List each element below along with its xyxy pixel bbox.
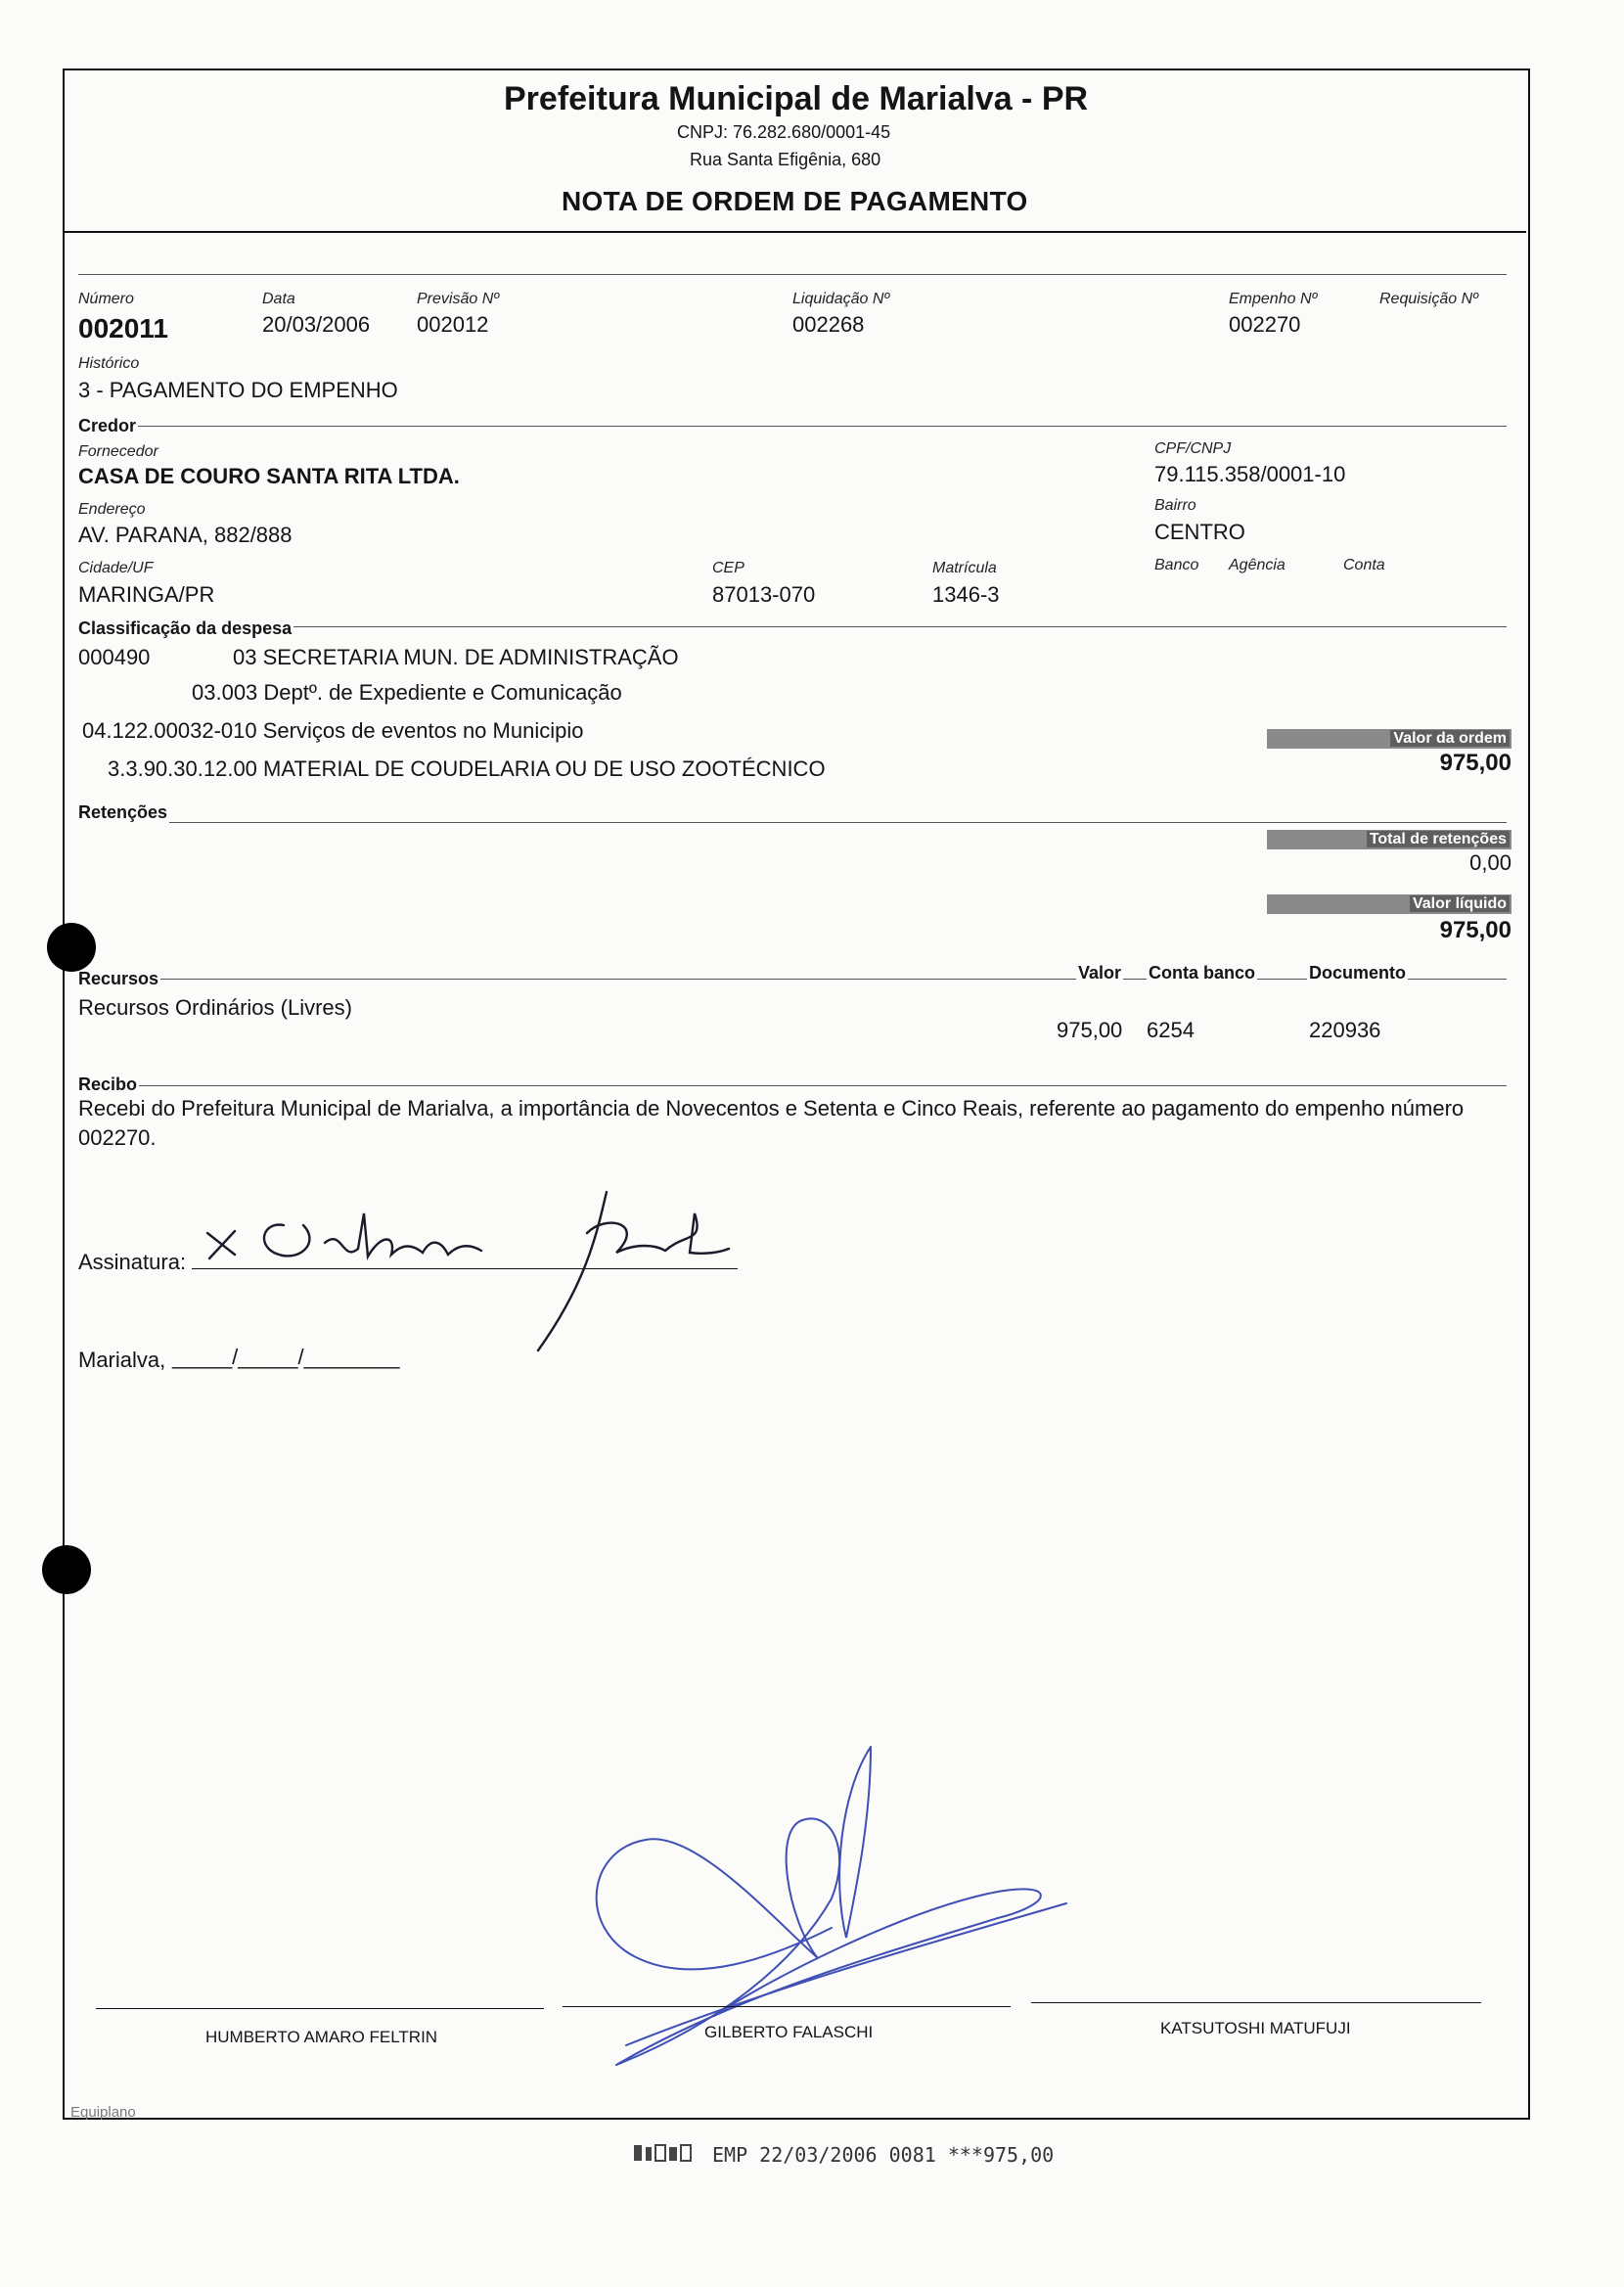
recursos-conta-banco: 6254 bbox=[1147, 1018, 1195, 1042]
credor-section-title: Credor bbox=[78, 416, 137, 435]
recursos-valor: 975,00 bbox=[1057, 1018, 1123, 1042]
endereco-value: AV. PARANA, 882/888 bbox=[78, 523, 293, 547]
binder-hole-top bbox=[47, 923, 96, 972]
recursos-section-title: Recursos bbox=[78, 969, 159, 988]
document-title: NOTA DE ORDEM DE PAGAMENTO bbox=[562, 186, 1028, 216]
signatory-name-3: KATSUTOSHI MATUFUJI bbox=[1160, 2019, 1351, 2037]
fornecedor-label: Fornecedor bbox=[78, 443, 158, 460]
cep-label: CEP bbox=[712, 560, 744, 576]
classificacao-line-1: 03 SECRETARIA MUN. DE ADMINISTRAÇÃO bbox=[233, 645, 679, 669]
payment-stamp-text: EMP 22/03/2006 0081 ***975,00 bbox=[712, 2143, 1055, 2167]
total-retencoes-bar bbox=[1267, 830, 1511, 849]
classificacao-line-3: 04.122.00032-010 Serviços de eventos no Municipio bbox=[82, 718, 584, 743]
recursos-documento-header: Documento bbox=[1309, 963, 1406, 983]
valor-liquido-label: Valor líquido bbox=[1410, 895, 1510, 912]
liquidacao-label: Liquidação Nº bbox=[792, 291, 890, 307]
numero-label: Número bbox=[78, 291, 134, 307]
empenho-value: 002270 bbox=[1229, 312, 1301, 337]
data-label: Data bbox=[262, 291, 295, 307]
historico-value: 3 - PAGAMENTO DO EMPENHO bbox=[78, 378, 398, 402]
data-value: 20/03/2006 bbox=[262, 312, 371, 337]
bairro-label: Bairro bbox=[1154, 497, 1196, 514]
classificacao-line-4: 3.3.90.30.12.00 MATERIAL DE COUDELARIA OU DE USO ZOOTÉCNICO bbox=[108, 756, 826, 781]
total-retencoes-value: 0,00 bbox=[1469, 850, 1511, 875]
previsao-label: Previsão Nº bbox=[417, 291, 500, 307]
org-cnpj: CNPJ: 76.282.680/0001-45 bbox=[677, 122, 891, 142]
bairro-value: CENTRO bbox=[1154, 520, 1245, 544]
endereco-label: Endereço bbox=[78, 501, 146, 518]
cidade-value: MARINGA/PR bbox=[78, 582, 215, 607]
recursos-rule bbox=[78, 979, 1507, 980]
assinatura-label: Assinatura: bbox=[78, 1250, 187, 1274]
retencoes-section-title: Retenções bbox=[78, 802, 168, 822]
retencoes-rule bbox=[78, 822, 1507, 823]
valor-liquido-bar bbox=[1267, 894, 1511, 914]
signatory-line-3 bbox=[1031, 2002, 1481, 2003]
software-credit: Equiplano bbox=[70, 2104, 136, 2121]
empenho-label: Empenho Nº bbox=[1229, 291, 1318, 307]
total-retencoes-label: Total de retenções bbox=[1367, 831, 1510, 847]
org-name: Prefeitura Municipal de Marialva - PR bbox=[504, 80, 1089, 117]
org-address: Rua Santa Efigênia, 680 bbox=[690, 150, 881, 169]
recibo-section-title: Recibo bbox=[78, 1075, 138, 1094]
signatory-name-2: GILBERTO FALASCHI bbox=[704, 2023, 874, 2041]
date-blank-line: _____/_____/________ bbox=[172, 1345, 400, 1369]
signatory-line-2 bbox=[563, 2006, 1011, 2007]
valor-liquido-value: 975,00 bbox=[1439, 917, 1511, 943]
classificacao-section-title: Classificação da despesa bbox=[78, 618, 293, 638]
agencia-label: Agência bbox=[1229, 557, 1286, 573]
cpf-label: CPF/CNPJ bbox=[1154, 440, 1232, 457]
valor-ordem-label: Valor da ordem bbox=[1390, 730, 1510, 747]
classificacao-line-2: 03.003 Deptº. de Expediente e Comunicação bbox=[192, 680, 622, 705]
cpf-value: 79.115.358/0001-10 bbox=[1154, 462, 1346, 486]
classificacao-code: 000490 bbox=[78, 645, 151, 669]
matricula-label: Matrícula bbox=[932, 560, 997, 576]
requisicao-label: Requisição Nº bbox=[1379, 291, 1478, 307]
recursos-descricao: Recursos Ordinários (Livres) bbox=[78, 995, 352, 1020]
valor-ordem-bar bbox=[1267, 729, 1511, 749]
recursos-documento: 220936 bbox=[1309, 1018, 1381, 1042]
recibo-rule bbox=[78, 1085, 1507, 1086]
cidade-label: Cidade/UF bbox=[78, 560, 154, 576]
numero-value: 002011 bbox=[78, 313, 168, 343]
signatory-line-1 bbox=[96, 2008, 544, 2009]
valor-ordem-value: 975,00 bbox=[1439, 750, 1511, 776]
liquidacao-value: 002268 bbox=[792, 312, 865, 337]
historico-label: Histórico bbox=[78, 355, 140, 372]
cep-value: 87013-070 bbox=[712, 582, 816, 607]
previsao-value: 002012 bbox=[417, 312, 489, 337]
conta-label: Conta bbox=[1343, 557, 1385, 573]
handwritten-signature bbox=[196, 1174, 744, 1360]
recibo-text-line-1: Recebi do Prefeitura Municipal de Marialva, a importância de Novecentos e Setenta e Cinco Reais, referente ao pagamento do empenho número bbox=[78, 1096, 1465, 1121]
date-place-label: Marialva, bbox=[78, 1348, 166, 1372]
credor-rule bbox=[78, 426, 1507, 427]
header-divider bbox=[63, 231, 1526, 233]
matricula-value: 1346-3 bbox=[932, 582, 1000, 607]
stamp-emblem bbox=[634, 2143, 693, 2165]
signatory-name-1: HUMBERTO AMARO FELTRIN bbox=[205, 2028, 438, 2046]
fornecedor-value: CASA DE COURO SANTA RITA LTDA. bbox=[78, 464, 460, 488]
recursos-valor-header: Valor bbox=[1078, 963, 1122, 983]
recibo-text-line-2: 002270. bbox=[78, 1125, 157, 1150]
recursos-conta-header: Conta banco bbox=[1149, 963, 1256, 983]
binder-hole-bottom bbox=[42, 1545, 91, 1594]
banco-label: Banco bbox=[1154, 557, 1199, 573]
top-rule bbox=[78, 274, 1507, 275]
